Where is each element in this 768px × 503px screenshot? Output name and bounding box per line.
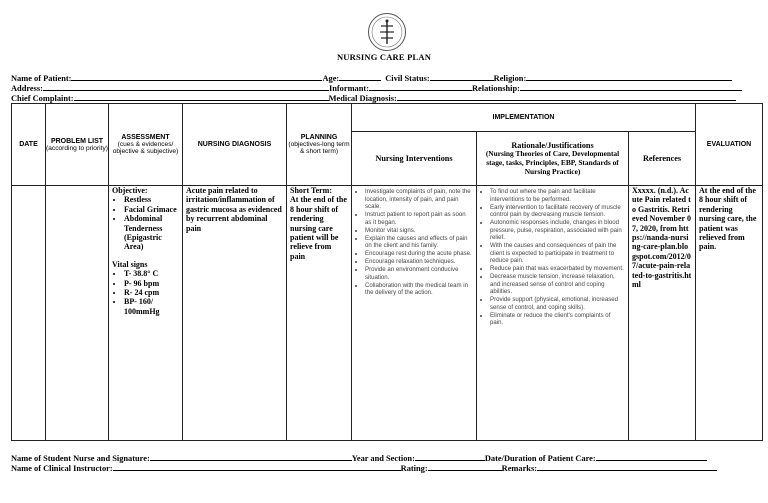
date-header: DATE [12, 104, 46, 186]
date-cell [12, 186, 46, 441]
rationale-item: • Autonomic responses include, changes in blood pressure, pulse, respiration, associated with pain relief. [490, 219, 625, 242]
medical-diagnosis-label: Medical Diagnosis: [328, 94, 397, 103]
footer-row-2 [11, 462, 717, 474]
rationale-item: • Early intervention to facilitate recovery of muscle control pain by decreasing muscle tension. [490, 204, 625, 219]
assessment-header: ASSESSMENT (cues & evidences/ objective & subjective) [109, 104, 183, 186]
remarks-label: Remarks: [501, 464, 538, 473]
nursing-diagnosis-header: NURSING DIAGNOSIS [183, 104, 287, 186]
problem-list-cell [46, 186, 109, 441]
clinical-instructor-field[interactable] [113, 462, 401, 471]
nursing-interventions-header: Nursing Interventions [352, 132, 477, 186]
medical-diagnosis-field[interactable] [397, 92, 736, 101]
name-of-patient-field[interactable] [71, 72, 322, 81]
vital-sign-item: • P- 96 bpm [124, 279, 179, 288]
year-section-field[interactable] [415, 452, 485, 461]
student-nurse-field[interactable] [150, 452, 352, 461]
religion-label: Religion: [493, 74, 527, 83]
intervention-item: • Encourage rest during the acute phase. [365, 250, 473, 258]
objective-item: • Facial Grimace [124, 205, 179, 214]
age-label: Age: [322, 74, 340, 83]
vital-sign-item: • R- 24 cpm [124, 288, 179, 297]
name-of-patient-label: Name of Patient: [11, 74, 72, 83]
problem-list-header: PROBLEM LIST (according to priority) [46, 104, 109, 186]
objective-item: • Abdominal Tenderness (Epigastric Area) [124, 214, 179, 252]
religion-field[interactable] [526, 72, 732, 81]
nursing-diagnosis-text: Acute pain related to irritation/inflammation of gastric mucosa as evidenced by recurrent abdominal pain [186, 186, 282, 233]
intervention-item: • Explain the causes and effects of pain on the client and his family. [365, 235, 473, 250]
civil-status-field[interactable] [430, 72, 494, 81]
rationale-item: • Decrease muscle tension, increase relaxation, and increased sense of control and coping abilities. [490, 273, 625, 296]
care-plan-table [11, 103, 763, 441]
interventions-cell [352, 186, 477, 441]
chief-complaint-label: Chief Complaint: [11, 94, 74, 103]
page-title: NURSING CARE PLAN [336, 52, 432, 62]
intervention-item: • Monitor vital signs. [365, 227, 473, 235]
intervention-item: • Investigate complaints of pain, note the location, intensity of pain, and pain scale. [365, 188, 473, 211]
reference-text: Xxxxx. (n.d.). Acute Pain related to Gastritis. Retrieved November 07, 2020, from https://nanda-nursing-care-plan.blogspot.com/2012/07/acute-pain-related-to-gastritis.html [632, 186, 692, 290]
references-header: References [629, 132, 696, 186]
rating-field[interactable] [428, 462, 502, 471]
remarks-field[interactable] [537, 462, 717, 471]
date-duration-field[interactable] [596, 452, 707, 461]
planning-cell [287, 186, 352, 441]
chief-complaint-field[interactable] [74, 92, 329, 101]
rationale-item: • With the causes and consequences of pain the client is expected to participate in treatment to reduce pain. [490, 242, 625, 265]
rationale-cell [477, 186, 629, 441]
address-field[interactable] [43, 82, 329, 91]
evaluation-cell [696, 186, 763, 441]
vital-signs-label: Vital signs [112, 259, 148, 269]
intervention-item: • Instruct patient to report pain as soon as it began. [365, 211, 473, 226]
relationship-field[interactable] [520, 82, 742, 91]
evaluation-text: At the end of the 8 hour shift of rendering nursing care, the patient was relieved from pain. [699, 186, 757, 252]
student-nurse-label: Name of Student Nurse and Signature: [11, 454, 150, 463]
planning-text: At the end of the 8 hour shift of rendering nursing care patient will be relieve from pain [290, 195, 347, 261]
civil-status-label: Civil Status: [385, 74, 430, 83]
evaluation-header: EVALUATION [696, 104, 763, 186]
assessment-cell [109, 186, 183, 441]
date-duration-label: Date/Duration of Patient Care: [484, 454, 596, 463]
objective-item: • Restless [124, 195, 179, 204]
vital-sign-item: • BP- 160/ 100mmHg [124, 297, 179, 316]
rationale-header: Rationale/Justifications (Nursing Theories of Care, Developmental stage, tasks, Principles, EBP, Standards of Nursing Practice) [477, 132, 629, 186]
rationale-item: • To find out where the pain and facilitate interventions to be performed. [490, 188, 625, 203]
intervention-item: • Provide an environment conducive situation. [365, 266, 473, 281]
rating-label: Rating: [400, 464, 428, 473]
rationale-item: • Provide support (physical, emotional, increased sense of control, and coping skills). [490, 296, 625, 311]
year-section-label: Year and Section: [351, 454, 415, 463]
relationship-label: Relationship: [471, 84, 520, 93]
clinical-instructor-label: Name of Clinical Instructor: [11, 464, 113, 473]
implementation-header: IMPLEMENTATION [352, 104, 696, 132]
intervention-item: • Collaboration with the medical team in the delivery of the action. [365, 282, 473, 297]
nursing-diagnosis-cell [183, 186, 287, 441]
age-field[interactable] [339, 72, 381, 81]
short-term-label: Short Term: [290, 186, 332, 195]
rationale-item: • Reduce pain that was exacerbated by movement. [490, 265, 625, 273]
school-seal-logo [367, 12, 407, 52]
intervention-item: • Encourage relaxation techniques. [365, 258, 473, 266]
planning-header: PLANNING (objectives-long term & short term) [287, 104, 352, 186]
address-label: Address: [11, 84, 43, 93]
references-cell [629, 186, 696, 441]
informant-label: Informant: [328, 84, 369, 93]
rationale-item: • Eliminate or reduce the client's complaints of pain. [490, 312, 625, 327]
informant-field[interactable] [369, 82, 472, 91]
vital-sign-item: • T- 38.8° C [124, 269, 179, 278]
objective-label: Objective: [112, 186, 148, 195]
